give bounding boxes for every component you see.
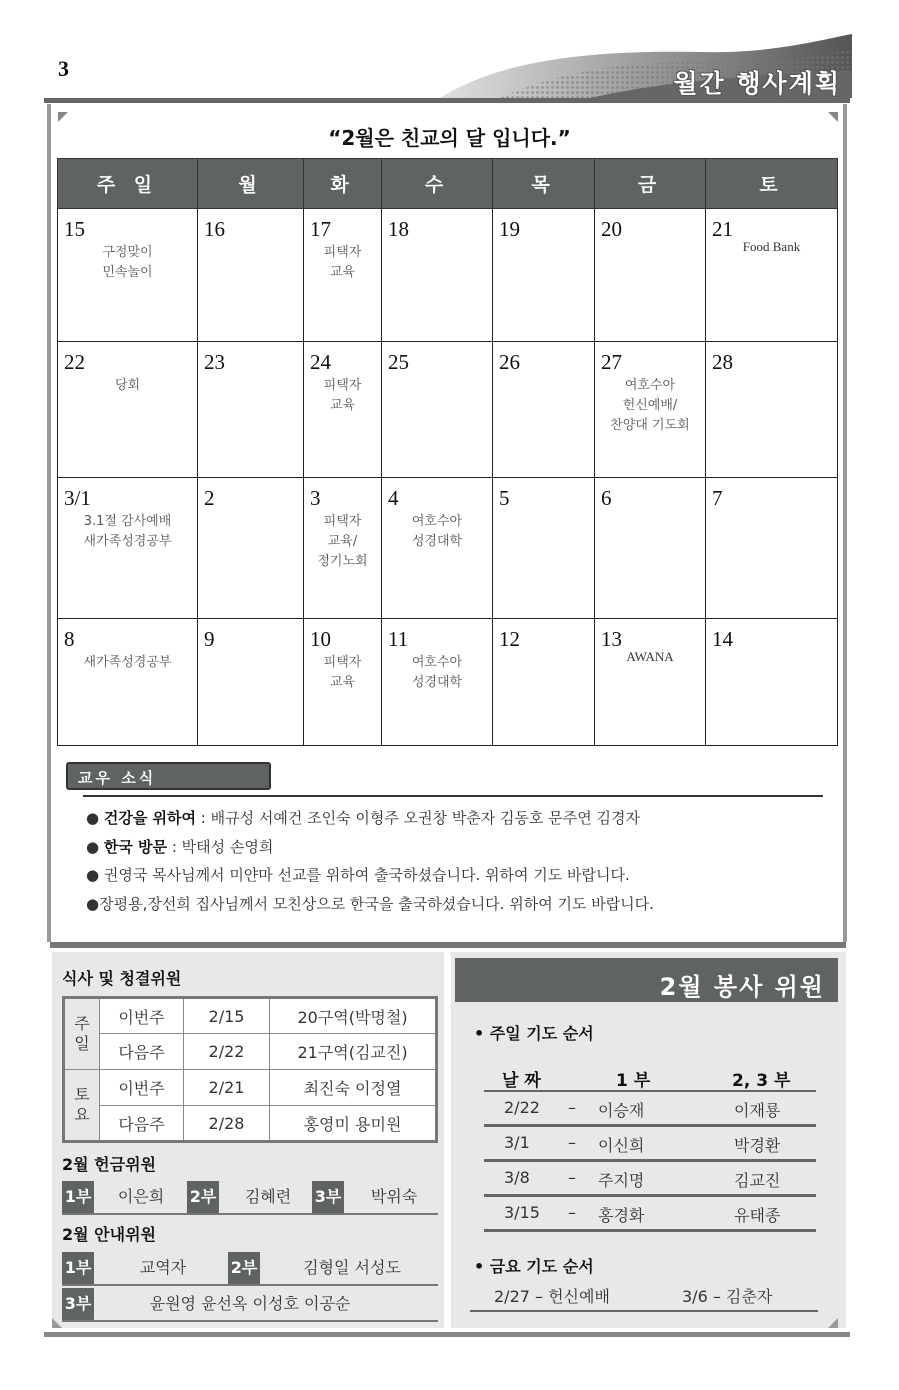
table-row: [64, 1034, 437, 1070]
event-text: 피택자: [323, 245, 362, 260]
news-item-label: 건강을 위하여: [103, 809, 197, 827]
page-number: 3: [58, 56, 69, 81]
day-events: [64, 376, 191, 396]
day-number: 6: [601, 486, 612, 510]
prayer-second: 박경환: [734, 1136, 781, 1155]
group-label: 주일: [64, 998, 100, 1070]
calendar-day-cell: [493, 478, 595, 619]
column-header: 1 부: [616, 1071, 651, 1091]
day-number: 26: [499, 350, 520, 374]
prayer-dash: –: [568, 1168, 576, 1187]
corner-triangle: [52, 1318, 62, 1328]
news-item: ●장평용,장선희 집사님께서 모친상으로 한국을 출국하셨습니다. 위하여 기도 바랍니다.: [86, 894, 654, 913]
member-cell: 최진숙 이정열: [270, 1070, 437, 1106]
part-badge: 2부: [187, 1181, 219, 1213]
friday-prayer-title: • 금요 기도 순서: [474, 1257, 594, 1276]
member-name: 김혜련: [244, 1187, 292, 1206]
event-text: 헌신예배/: [622, 398, 678, 413]
calendar-day-cell: [304, 478, 382, 619]
day-events: [310, 376, 375, 416]
prayer-first: 주지명: [598, 1171, 645, 1190]
offering-row: [62, 1181, 438, 1215]
calendar-day-cell: [493, 619, 595, 746]
friday-prayer-row: [470, 1280, 818, 1312]
table-row: [64, 998, 437, 1034]
news-item-text: 권영국 목사님께서 미얀마 선교를 위하여 출국하셨습니다. 위하여 기도 바랍니다.: [103, 866, 630, 884]
weekday-header: 목: [493, 159, 595, 209]
week-cell: 이번주: [100, 1070, 184, 1106]
day-number: 15: [64, 217, 85, 241]
day-number: 17: [310, 217, 331, 241]
calendar-day-cell: [58, 478, 198, 619]
calendar-week-row: [58, 619, 838, 746]
day-number: 8: [64, 627, 75, 651]
news-item-text: : 박태성 손영희: [167, 837, 274, 856]
event-text: 3.1절 감사예배: [83, 514, 172, 529]
corner-triangle: [828, 112, 838, 122]
day-number: 2: [204, 486, 215, 510]
calendar-week-row: [58, 342, 838, 478]
header-title: 월간 행사계획: [673, 69, 841, 98]
day-events: [64, 243, 191, 283]
calendar-day-cell: [58, 209, 198, 342]
news-section-title: 교우 소식: [66, 762, 271, 790]
day-number: 7: [712, 486, 723, 510]
part-badge: 3부: [312, 1181, 344, 1213]
calendar-day-cell: [595, 619, 706, 746]
part-badge: 1부: [62, 1181, 94, 1213]
prayer-row: [484, 1197, 816, 1232]
calendar-day-cell: [493, 209, 595, 342]
prayer-date: 2/22: [504, 1098, 540, 1117]
calendar-day-cell: [198, 342, 304, 478]
offering-section-title: 2월 헌금위원: [62, 1155, 156, 1174]
prayer-row: [484, 1092, 816, 1127]
usher-row: [62, 1288, 438, 1322]
day-events: [601, 376, 699, 436]
usher-row: [62, 1252, 438, 1286]
day-events: [310, 243, 375, 283]
weekday-header: 주 일: [58, 159, 198, 209]
calendar-day-cell: [382, 342, 493, 478]
calendar-heading: “2월은 친교의 달 입니다.”: [328, 126, 571, 150]
calendar-day-cell: [493, 342, 595, 478]
news-divider: [83, 795, 823, 797]
member-name: 교역자: [139, 1258, 187, 1277]
calendar-day-cell: [382, 209, 493, 342]
event-text: 새가족성경공부: [83, 534, 172, 549]
calendar-day-cell: [304, 619, 382, 746]
table-row: [64, 1070, 437, 1106]
weekday-header: 수: [382, 159, 493, 209]
event-text: 여호수아: [411, 514, 463, 529]
prayer-row: [484, 1127, 816, 1162]
date-cell: 2/15: [184, 998, 270, 1034]
day-number: 24: [310, 350, 331, 374]
event-text: 교육: [329, 265, 356, 280]
calendar-day-cell: [706, 478, 838, 619]
event-text: 교육/: [327, 534, 358, 549]
member-cell: 20구역(박명철): [270, 998, 437, 1034]
member-name: 박위숙: [370, 1187, 418, 1206]
calendar-day-cell: [382, 619, 493, 746]
calendar-day-cell: [198, 478, 304, 619]
meal-section-title: 식사 및 청결위원: [62, 969, 182, 988]
prayer-first: 이승재: [598, 1101, 645, 1120]
corner-triangle: [828, 1318, 838, 1328]
day-number: 16: [204, 217, 225, 241]
column-header: 날 짜: [502, 1071, 541, 1091]
meal-table: [62, 996, 438, 1143]
calendar-day-cell: [595, 478, 706, 619]
group-label: 토요: [64, 1070, 100, 1142]
part-badge: 2부: [228, 1252, 260, 1284]
event-text: 찬양대 기도회: [610, 418, 690, 433]
event-text: 민속놀이: [102, 265, 153, 280]
prayer-date: 3/1: [504, 1133, 530, 1152]
weekday-header: 월: [198, 159, 304, 209]
weekday-header: 화: [304, 159, 382, 209]
prayer-table-header: [484, 1060, 816, 1092]
calendar-day-cell: [595, 342, 706, 478]
event-text: 여호수아: [624, 378, 676, 393]
weekday-header: 토: [706, 159, 838, 209]
event-text: 여호수아: [411, 655, 463, 670]
service-title: 2월 봉사 위원: [659, 973, 825, 1001]
calendar-table: [57, 158, 838, 746]
part-badge: 3부: [62, 1288, 94, 1320]
day-number: 21: [712, 217, 733, 241]
event-text: 성경대학: [411, 675, 463, 690]
day-events: [64, 653, 191, 673]
prayer-first: 이신희: [598, 1136, 645, 1155]
prayer-dash: –: [568, 1133, 576, 1152]
day-number: 22: [64, 350, 85, 374]
day-number: 10: [310, 627, 331, 651]
calendar-day-cell: [198, 619, 304, 746]
weekday-header: 금: [595, 159, 706, 209]
day-number: 12: [499, 627, 520, 651]
day-number: 23: [204, 350, 225, 374]
day-events: [388, 653, 486, 693]
sunday-prayer-title: • 주일 기도 순서: [474, 1024, 594, 1043]
news-list: [86, 806, 654, 920]
calendar-day-cell: [706, 619, 838, 746]
day-events: [388, 512, 486, 552]
event-text: 피택자: [323, 655, 362, 670]
day-number: 9: [204, 627, 215, 651]
calendar-day-cell: [198, 209, 304, 342]
calendar-day-cell: [706, 209, 838, 342]
event-text: 성경대학: [411, 534, 463, 549]
member-name: 김형일 서성도: [303, 1258, 401, 1277]
date-cell: 2/22: [184, 1034, 270, 1070]
calendar-day-cell: [58, 342, 198, 478]
event-text: 피택자: [323, 514, 362, 529]
calendar-day-cell: [304, 342, 382, 478]
table-row: [64, 1106, 437, 1142]
day-number: 20: [601, 217, 622, 241]
day-events: [310, 653, 375, 693]
friday-prayer-item: 2/27 – 헌신예배: [494, 1287, 610, 1306]
event-text: Food Bank: [742, 239, 801, 254]
week-cell: 다음주: [100, 1106, 184, 1142]
news-item-text: : 배규성 서예건 조인숙 이형주 오권창 박춘자 김동호 문주연 김경자: [196, 809, 640, 827]
friday-prayer-item: 3/6 – 김춘자: [682, 1287, 773, 1306]
calendar-day-cell: [58, 619, 198, 746]
part-badge: 1부: [62, 1252, 94, 1284]
prayer-row: [484, 1162, 816, 1197]
calendar-week-row: [58, 478, 838, 619]
day-number: 3: [310, 486, 321, 510]
prayer-second: 이재룡: [734, 1101, 781, 1120]
prayer-first: 홍경화: [598, 1206, 645, 1225]
prayer-dash: –: [568, 1098, 576, 1117]
prayer-dash: –: [568, 1203, 576, 1222]
day-events: [310, 512, 375, 572]
day-number: 13: [601, 627, 622, 651]
prayer-date: 3/15: [504, 1203, 540, 1222]
day-number: 5: [499, 486, 510, 510]
member-cell: 홍영미 용미원: [270, 1106, 437, 1142]
prayer-date: 3/8: [504, 1168, 530, 1187]
member-cell: 21구역(김교진): [270, 1034, 437, 1070]
week-cell: 다음주: [100, 1034, 184, 1070]
column-header: 2, 3 부: [732, 1071, 791, 1091]
day-number: 3/1: [64, 486, 91, 510]
news-item-label: 한국 방문: [103, 837, 168, 856]
event-text: AWANA: [626, 649, 674, 664]
member-name: 윤원영 윤선옥 이성호 이공순: [149, 1294, 351, 1313]
calendar-day-cell: [304, 209, 382, 342]
news-item-text: 장평용,장선희 집사님께서 모친상으로 한국을 출국하셨습니다. 위하여 기도 바랍니다.: [99, 894, 654, 913]
event-text: 정기노회: [317, 554, 368, 569]
day-events: [64, 512, 191, 552]
calendar-week-row: [58, 209, 838, 342]
footer-rule: [44, 1332, 850, 1337]
event-text: 새가족성경공부: [83, 655, 172, 670]
section-divider: [50, 942, 846, 948]
calendar-day-cell: [706, 342, 838, 478]
date-cell: 2/28: [184, 1106, 270, 1142]
member-name: 이은희: [117, 1187, 165, 1206]
day-number: 4: [388, 486, 399, 510]
event-text: 교육: [329, 675, 356, 690]
week-cell: 이번주: [100, 998, 184, 1034]
date-cell: 2/21: [184, 1070, 270, 1106]
event-text: 피택자: [323, 378, 362, 393]
day-number: 11: [388, 627, 409, 651]
event-text: 구정맞이: [102, 245, 153, 260]
day-number: 19: [499, 217, 520, 241]
calendar-day-cell: [382, 478, 493, 619]
prayer-second: 유태종: [734, 1206, 781, 1225]
event-text: 당회: [114, 378, 141, 393]
event-text: 교육: [329, 398, 356, 413]
day-number: 25: [388, 350, 409, 374]
weekday-header-row: [58, 159, 838, 209]
news-item: ● 건강을 위하여 : 배규성 서예건 조인숙 이형주 오권창 박춘자 김동호 문주연 김경자: [86, 809, 640, 827]
day-number: 28: [712, 350, 733, 374]
corner-triangle: [58, 112, 68, 122]
usher-section-title: 2월 안내위원: [62, 1225, 156, 1244]
news-item: ● 한국 방문 : 박태성 손영희: [86, 837, 274, 856]
day-number: 18: [388, 217, 409, 241]
news-item: ● 권영국 목사님께서 미얀마 선교를 위하여 출국하셨습니다. 위하여 기도 바랍니다.: [86, 866, 630, 884]
header-rule: [44, 98, 850, 103]
day-number: 27: [601, 350, 622, 374]
day-number: 14: [712, 627, 733, 651]
prayer-second: 김교진: [734, 1171, 781, 1190]
calendar-day-cell: [595, 209, 706, 342]
